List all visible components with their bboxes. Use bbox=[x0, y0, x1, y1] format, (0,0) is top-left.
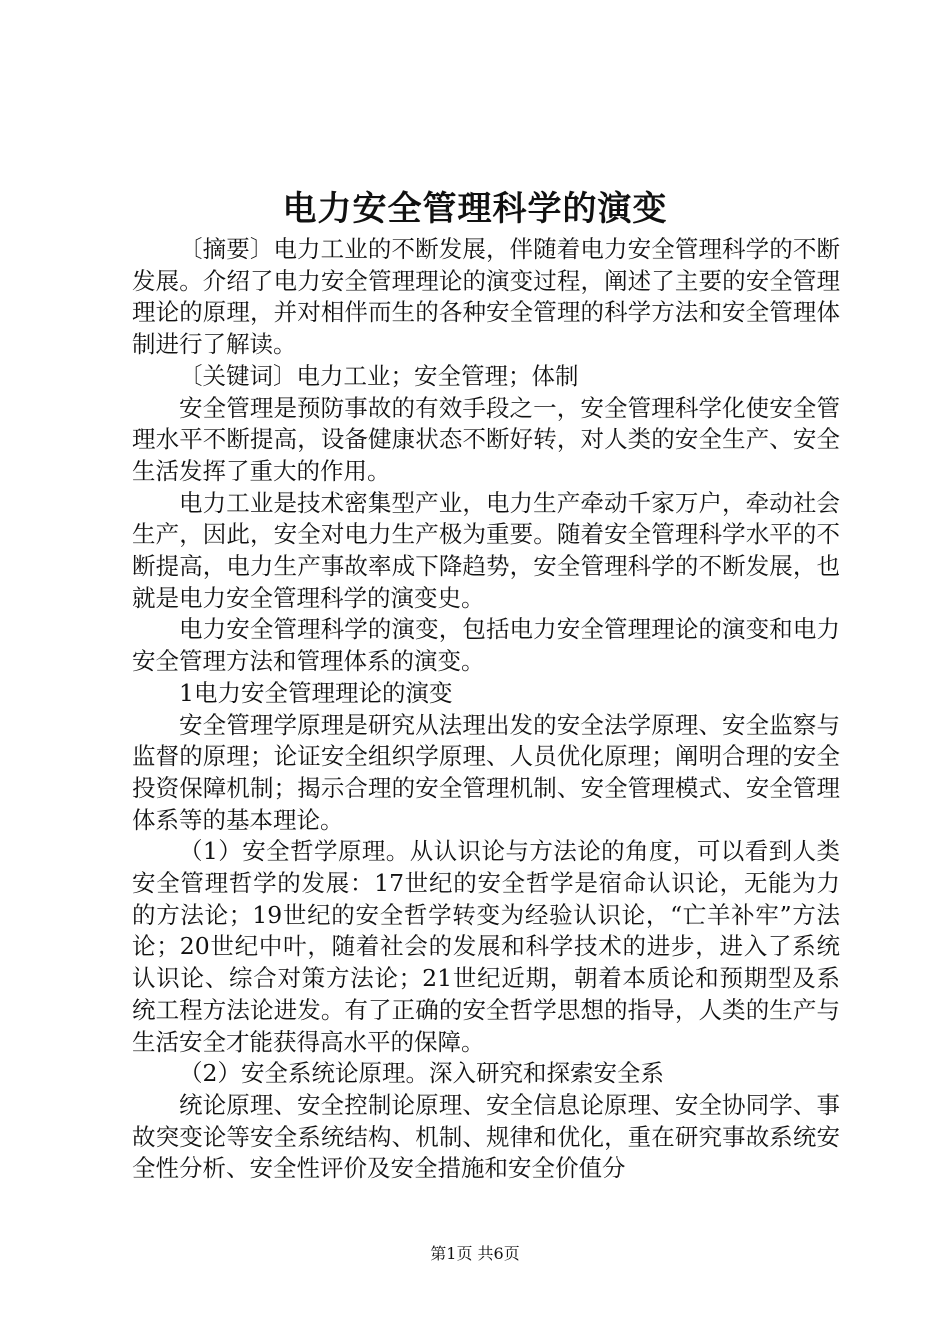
section-heading: 1电力安全管理理论的演变 bbox=[179, 678, 453, 707]
document-title: 电力安全管理科学的演变 bbox=[282, 189, 668, 229]
abstract-paragraph: 〔摘要〕电力工业的不断发展，伴随着电力安全管理科学的不断发展。介绍了电力安全管理理论的演变过程，阐述了主要的安全管理理论的原理，并对相伴而生的各种安全管理的科学方法和安全管理体制进行了解读。 bbox=[132, 235, 840, 359]
keywords-paragraph: 〔关键词〕电力工业；安全管理；体制 bbox=[179, 361, 579, 390]
body-paragraph: 安全管理学原理是研究从法理出发的安全法学原理、安全监察与监督的原理；论证安全组织学原理、人员优化原理；阐明合理的安全投资保障机制；揭示合理的安全管理机制、安全管理模式、安全管理体系等的基本理论。 bbox=[132, 710, 840, 834]
body-paragraph: 安全管理是预防事故的有效手段之一，安全管理科学化使安全管理水平不断提高，设备健康状态不断好转，对人类的安全生产、安全生活发挥了重大的作用。 bbox=[132, 393, 840, 485]
page-number-footer: 第1页 共6页 bbox=[430, 1244, 520, 1263]
body-paragraph: 电力工业是技术密集型产业，电力生产牵动千家万户，牵动社会生产，因此，安全对电力生产极为重要。随着安全管理科学水平的不断提高，电力生产事故率成下降趋势，安全管理科学的不断发展，也就是电力安全管理科学的演变史。 bbox=[132, 488, 840, 612]
document-body bbox=[132, 234, 840, 1185]
body-paragraph: （2）安全系统论原理。深入研究和探索安全系 bbox=[179, 1059, 664, 1088]
body-paragraph: 统论原理、安全控制论原理、安全信息论原理、安全协同学、事故突变论等安全系统结构、机制、规律和优化，重在研究事故系统安全性分析、安全性评价及安全措施和安全价值分 bbox=[132, 1090, 840, 1183]
body-paragraph: 电力安全管理科学的演变，包括电力安全管理理论的演变和电力安全管理方法和管理体系的演变。 bbox=[132, 615, 840, 676]
body-paragraph: （1）安全哲学原理。从认识论与方法论的角度，可以看到人类安全管理哲学的发展：17世纪的安全哲学是宿命认识论，无能为力的方法论；19世纪的安全哲学转变为经验认识论，“亡羊补牢”方法论；20世纪中叶，随着社会的发展和科学技术的进步，进入了系统认识论、综合对策方法论；21世纪近期，朝着本质论和预期型及系统工程方法论进发。有了正确的安全哲学思想的指导，人类的生产与生活安全才能获得高水平的保障。 bbox=[132, 837, 840, 1056]
